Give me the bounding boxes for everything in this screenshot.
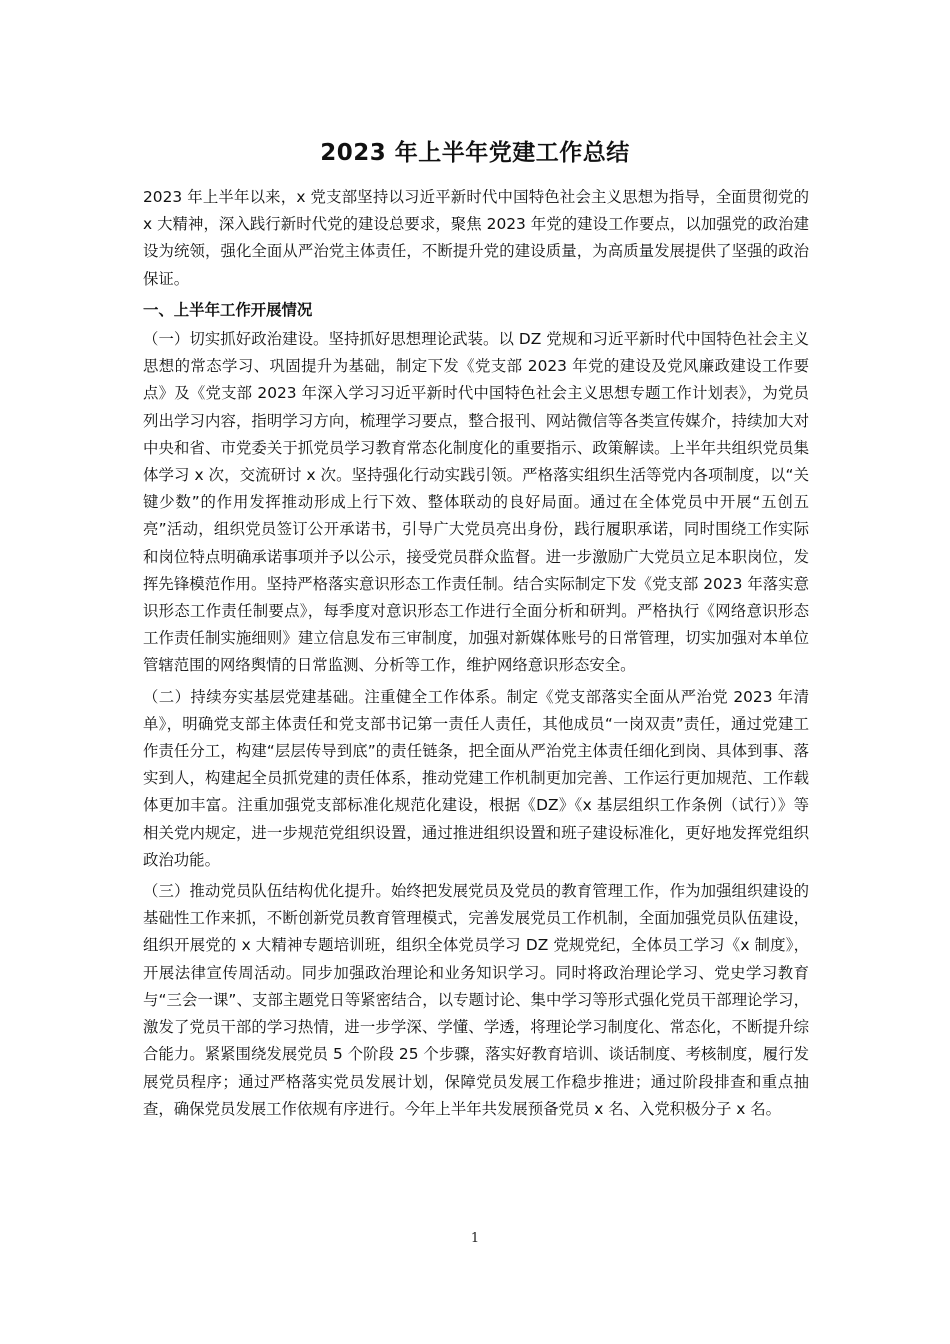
- section-heading: 一、上半年工作开展情况: [143, 300, 313, 319]
- paragraph-political-building: （一）切实抓好政治建设。坚持抓好思想理论武装。以 DZ 党规和习近平新时代中国特色社会主义思想的常态学习、巩固提升为基础，制定下发《党支部 2023 年党的建设及党风廉政建设工作要点》及《党支部 2023 年深入学习习近平新时代中国特色社会主义思想专题工作计划表》，为党员列出学习内容，指明学习方向，梳理学习要点，整合报刊、网站微信等各类宣传媒介，持续加大对中央和省、市党委关于抓党员学习教育常态化制度化的重要指示、政策解读。上半年共组织党员集体学习 x 次，交流研讨 x 次。坚持强化行动实践引领。严格落实组织生活等党内各项制度，以“关键少数”的作用发挥推动形成上行下效、整体联动的良好局面。通过在全体党员中开展“五创五亮”活动，组织党员签订公开承诺书，引导广大党员亮出身份，践行履职承诺，同时围绕工作实际和岗位特点明确承诺事项并予以公示，接受党员群众监督。进一步激励广大党员立足本职岗位，发挥先锋模范作用。坚持严格落实意识形态工作责任制。结合实际制定下发《党支部 2023 年落实意识形态工作责任制要点》，每季度对意识形态工作进行全面分析和研判。严格执行《网络意识形态工作责任制实施细则》建立信息发布三审制度，加强对新媒体账号的日常管理，切实加强对本单位管辖范围的网络舆情的日常监测、分析等工作，维护网络意识形态安全。: [143, 330, 809, 675]
- paragraph-grassroots-foundation: （二）持续夯实基层党建基础。注重健全工作体系。制定《党支部落实全面从严治党 2023 年清单》，明确党支部主体责任和党支部书记第一责任人责任，其他成员“一岗双责”责任，通过党建工作责任分工，构建“层层传导到底”的责任链条，把全面从严治党主体责任细化到岗、具体到事、落实到人，构建起全员抓党建的责任体系，推动党建工作机制更加完善、工作运行更加规范、工作载体更加丰富。注重加强党支部标准化规范化建设，根据《DZ》《x 基层组织工作条例（试行）》等相关党内规定，进一步规范党组织设置，通过推进组织设置和班子建设标准化，更好地发挥党组织政治功能。: [143, 687, 809, 869]
- paragraph-member-structure: （三）推动党员队伍结构优化提升。始终把发展党员及党员的教育管理工作，作为加强组织建设的基础性工作来抓，不断创新党员教育管理模式，完善发展党员工作机制，全面加强党员队伍建设，组织开展党的 x 大精神专题培训班，组织全体党员学习 DZ 党规党纪，全体员工学习《x 制度》，开展法律宣传周活动。同步加强政治理论和业务知识学习。同时将政治理论学习、党史学习教育与“三会一课”、支部主题党日等紧密结合，以专题讨论、集中学习等形式强化党员干部理论学习，激发了党员干部的学习热情，进一步学深、学懂、学透，将理论学习制度化、常态化，不断提升综合能力。紧紧围绕发展党员 5 个阶段 25 个步骤，落实好教育培训、谈话制度、考核制度，履行发展党员程序；通过严格落实党员发展计划，保障党员发展工作稳步推进；通过阶段排查和重点抽查，确保党员发展工作依规有序进行。今年上半年共发展预备党员 x 名、入党积极分子 x 名。: [143, 882, 809, 1118]
- document-title: 2023 年上半年党建工作总结: [320, 140, 630, 166]
- intro-paragraph: 2023 年上半年以来，x 党支部坚持以习近平新时代中国特色社会主义思想为指导，全面贯彻党的 x 大精神，深入践行新时代党的建设总要求，聚焦 2023 年党的建设工作要点，以加强党的政治建设为统领，强化全面从严治党主体责任，不断提升党的建设质量，为高质量发展提供了坚强的政治保证。: [143, 188, 809, 288]
- page-number: 1: [470, 1231, 480, 1246]
- document-body: [143, 184, 809, 1127]
